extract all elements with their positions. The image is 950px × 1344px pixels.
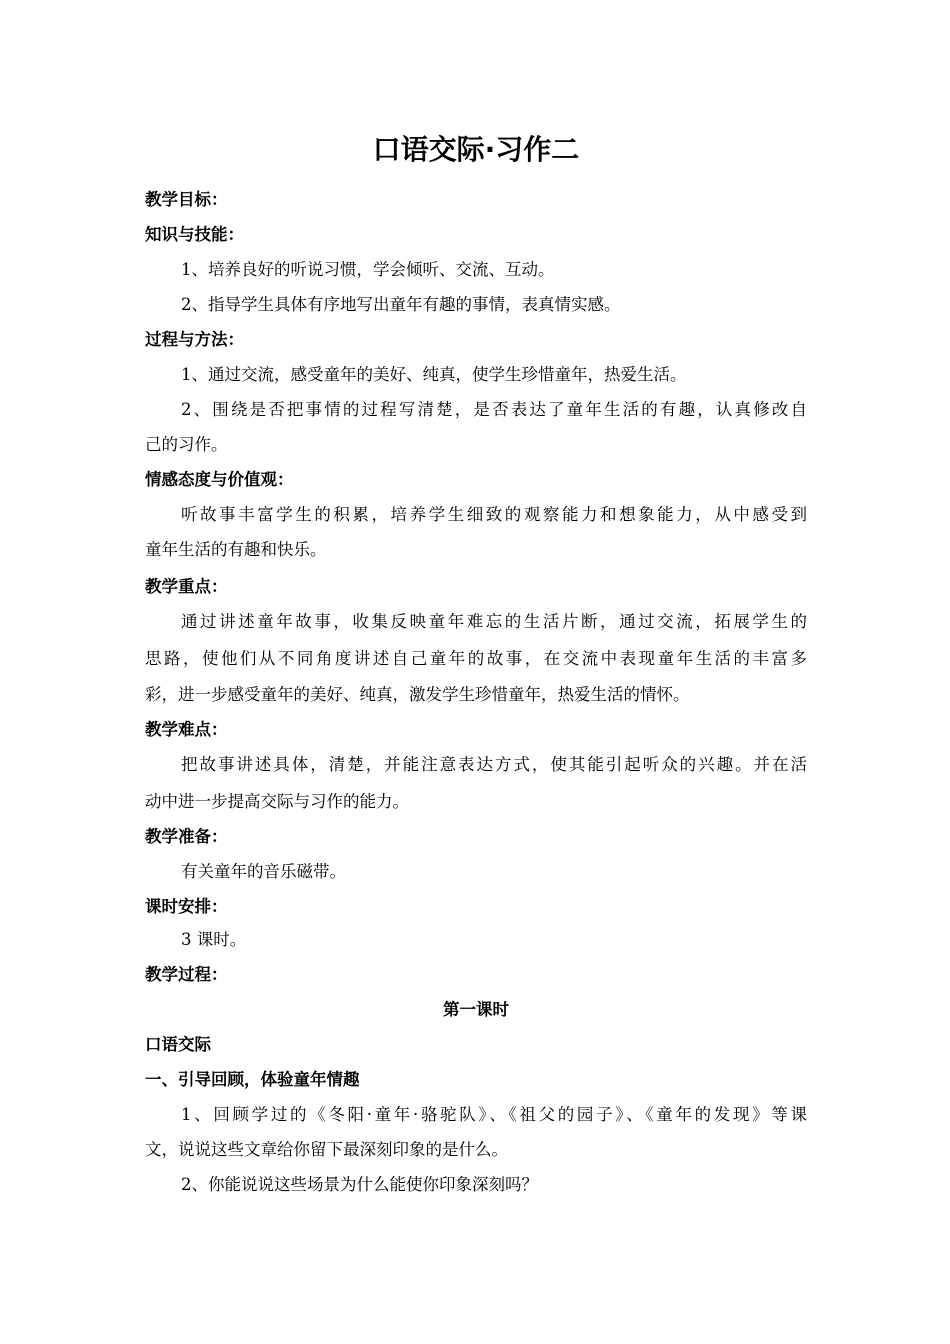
focus-paragraph-line-3: 彩，进一步感受童年的美好、纯真，激发学生珍惜童年，热爱生活的情怀。 bbox=[145, 685, 690, 704]
difficulty-heading: 教学难点： bbox=[145, 720, 228, 739]
focus-heading: 教学重点： bbox=[145, 577, 228, 596]
difficulty-paragraph-line-2: 动中进一步提高交际与习作的能力。 bbox=[145, 792, 409, 811]
document-title: 口语交际·习作二 bbox=[372, 133, 580, 166]
process-item-1: 1、通过交流，感受童年的美好、纯真，使学生珍惜童年，热爱生活。 bbox=[181, 365, 687, 384]
teaching-process-heading: 教学过程： bbox=[145, 965, 228, 984]
oral-communication-heading: 口语交际 bbox=[145, 1035, 211, 1054]
lesson-1-heading: 第一课时 bbox=[443, 1000, 509, 1019]
prep-text: 有关童年的音乐磁带。 bbox=[181, 862, 346, 881]
knowledge-heading: 知识与技能： bbox=[145, 225, 244, 244]
process-item-2-line-2: 己的习作。 bbox=[145, 435, 228, 454]
emotion-heading: 情感态度与价值观： bbox=[145, 470, 294, 489]
objectives-heading: 教学目标： bbox=[145, 190, 228, 209]
section-1-heading: 一、引导回顾，体验童年情趣 bbox=[145, 1070, 360, 1089]
section-1-item-1-line-1: 1、回顾学过的《冬阳·童年·骆驼队》、《祖父的园子》、《童年的发现》等课 bbox=[181, 1105, 807, 1124]
knowledge-item-2: 2、指导学生具体有序地写出童年有趣的事情，表真情实感。 bbox=[181, 295, 621, 314]
emotion-paragraph-line-2: 童年生活的有趣和快乐。 bbox=[145, 540, 327, 559]
focus-paragraph-line-2: 思路，使他们从不同角度讲述自己童年的故事，在交流中表现童年生活的丰富多 bbox=[145, 649, 807, 668]
section-1-item-1-line-2: 文，说说这些文章给你留下最深刻印象的是什么。 bbox=[145, 1140, 508, 1159]
process-item-2-line-1: 2、围绕是否把事情的过程写清楚，是否表达了童年生活的有趣，认真修改自 bbox=[181, 400, 807, 419]
process-heading: 过程与方法： bbox=[145, 330, 244, 349]
section-1-item-2: 2、你能说说这些场景为什么能使你印象深刻吗？ bbox=[181, 1175, 538, 1194]
schedule-heading: 课时安排： bbox=[145, 897, 228, 916]
schedule-text: 3 课时。 bbox=[181, 930, 247, 949]
emotion-paragraph-line-1: 听故事丰富学生的积累，培养学生细致的观察能力和想象能力，从中感受到 bbox=[181, 505, 807, 524]
focus-paragraph-line-1: 通过讲述童年故事，收集反映童年难忘的生活片断，通过交流，拓展学生的 bbox=[181, 612, 807, 631]
difficulty-paragraph-line-1: 把故事讲述具体，清楚，并能注意表达方式，使其能引起听众的兴趣。并在活 bbox=[181, 755, 807, 774]
knowledge-item-1: 1、培养良好的听说习惯，学会倾听、交流、互动。 bbox=[181, 260, 555, 279]
prep-heading: 教学准备： bbox=[145, 827, 228, 846]
